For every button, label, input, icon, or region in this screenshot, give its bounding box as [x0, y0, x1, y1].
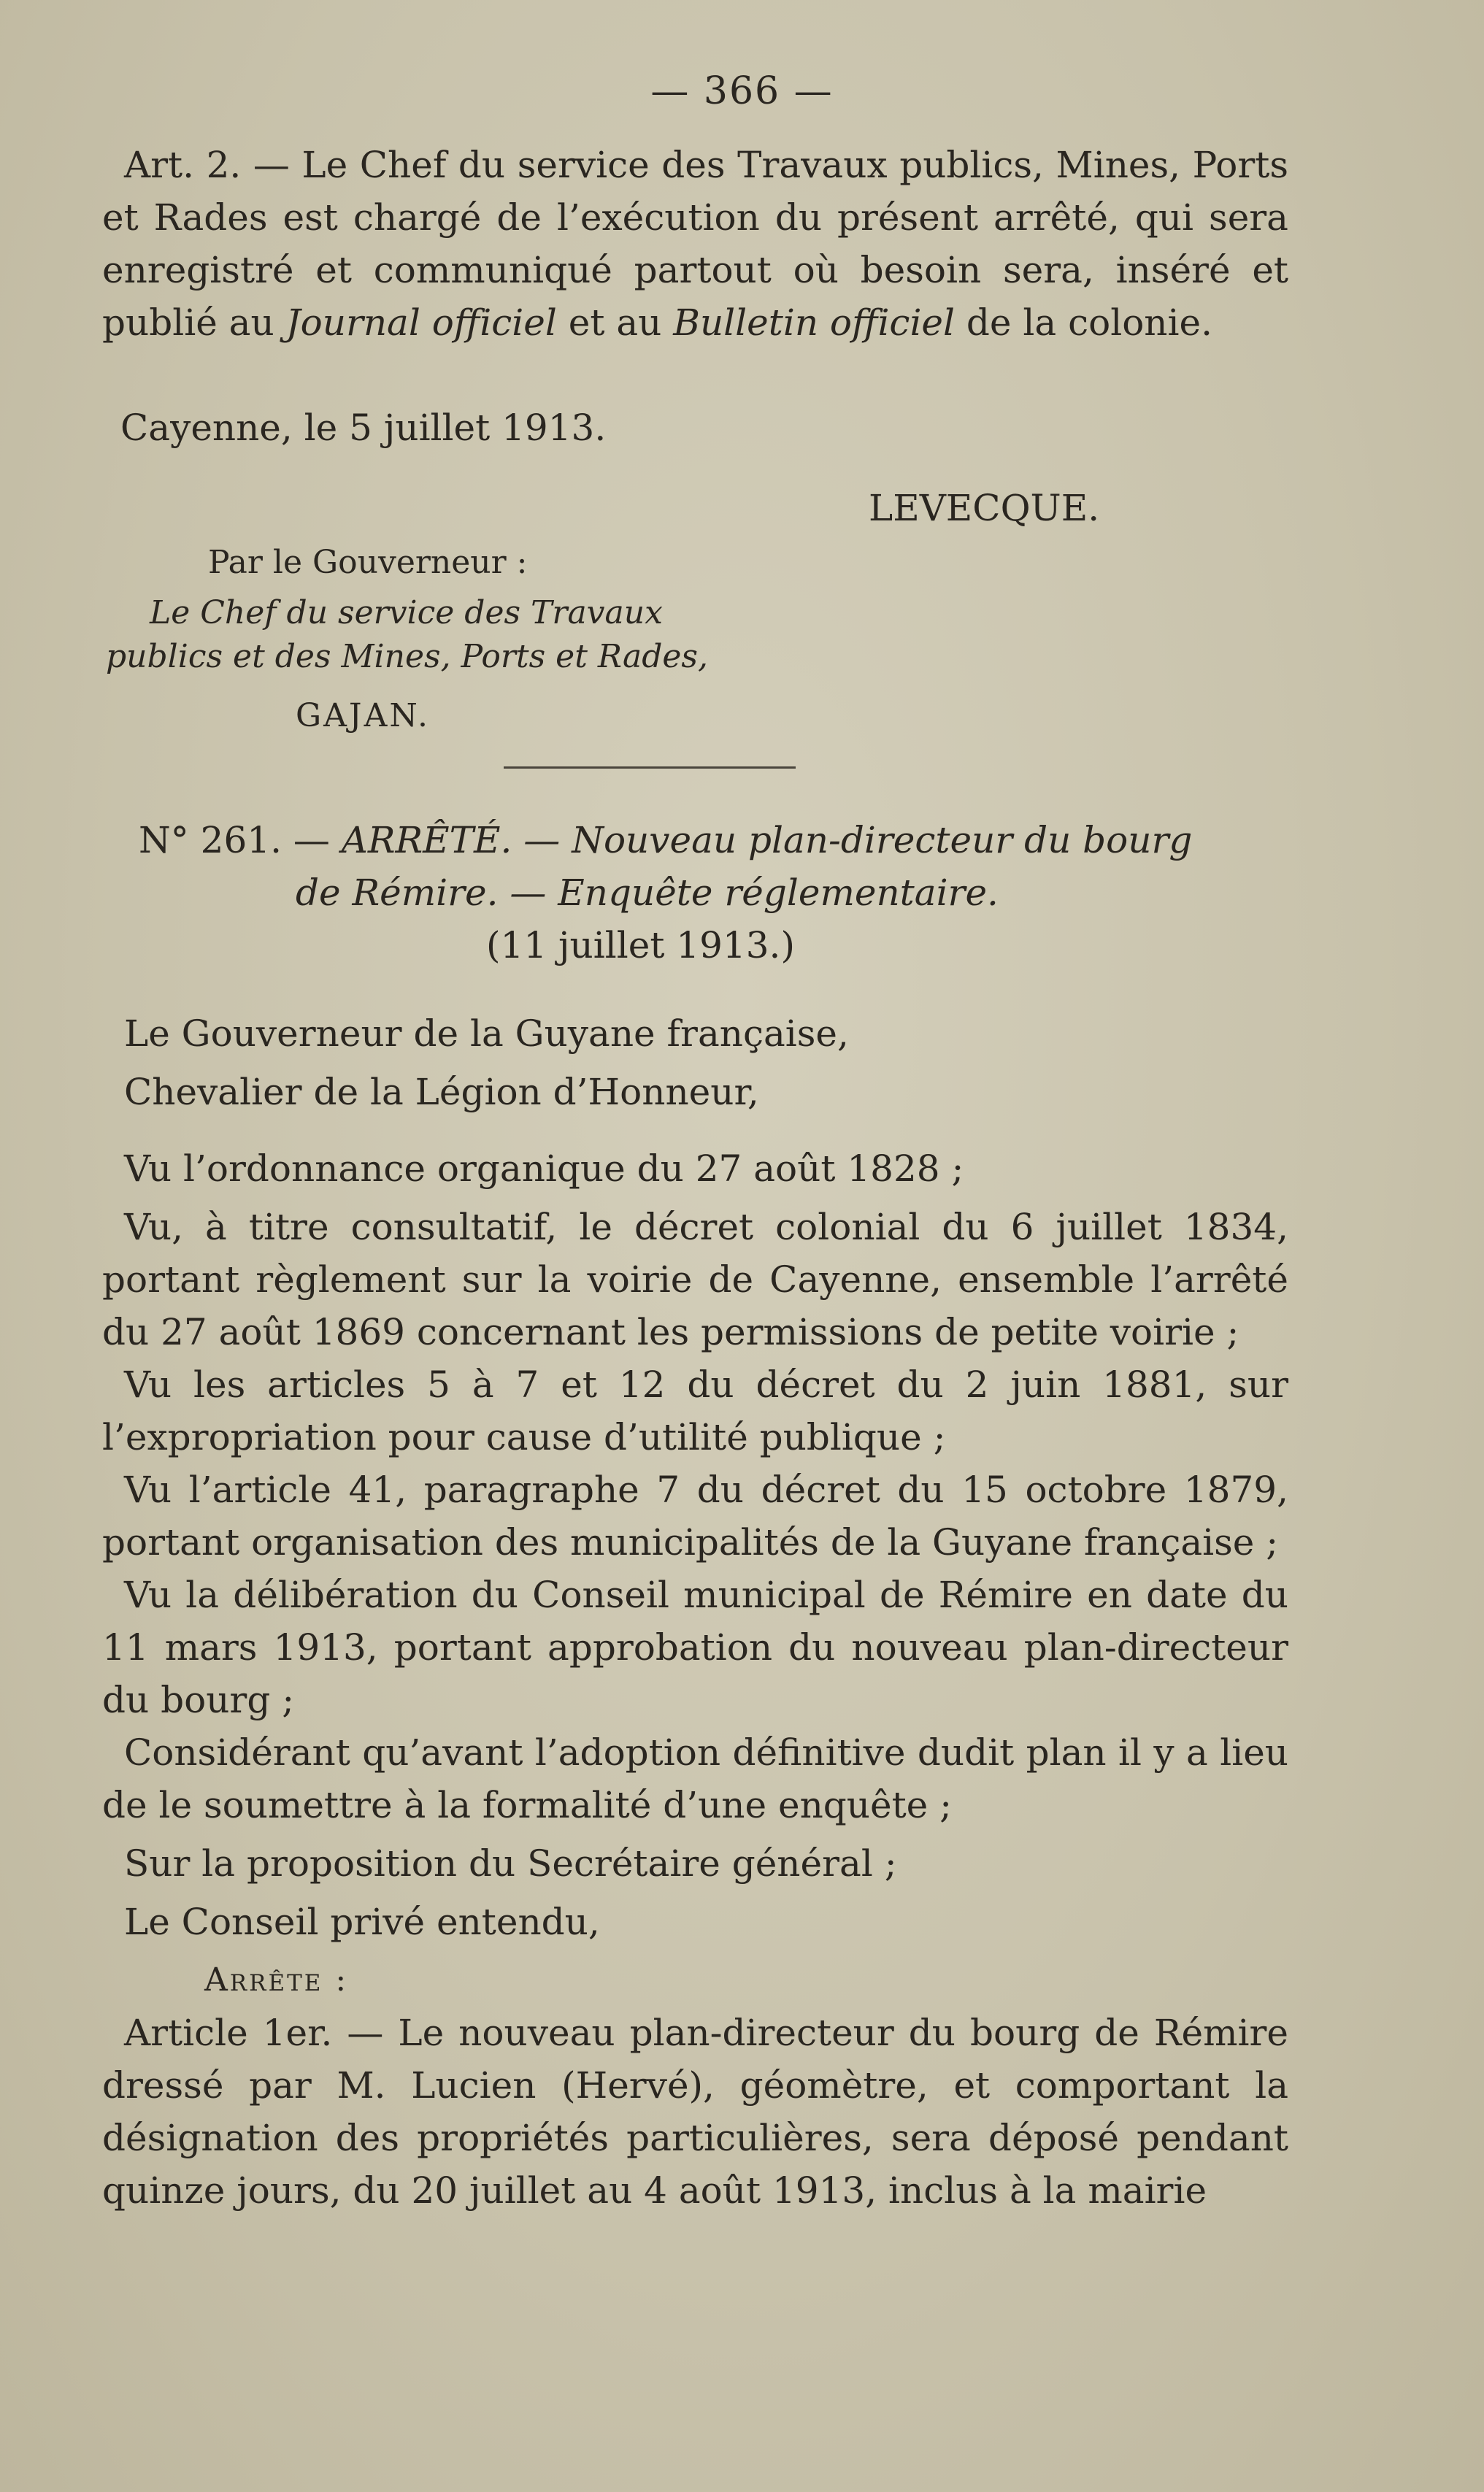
journal-officiel-ref: Journal officiel	[285, 301, 557, 344]
signature-governor: LEVECQUE.	[869, 487, 1100, 529]
decree-title-line-1: N° 261. — ARRÊTÉ. — Nouveau plan-directeur du bourg	[139, 819, 1193, 861]
signature-chef: GAJAN.	[296, 697, 431, 734]
preamble	[102, 1007, 1288, 1124]
par-gouverneur: Par le Gouverneur :	[208, 544, 528, 581]
decree-title-line-2: de Rémire. — Enquête réglementaire.	[296, 872, 999, 914]
considerant-item: Vu l’article 41, paragraphe 7 du décret du 15 octobre 1879, portant organisation des municipalités de la Guyane française ;	[102, 1469, 1288, 1564]
considerants	[102, 1142, 1288, 2217]
chef-service-block	[106, 591, 1336, 679]
considerant-item: Le Conseil privé entendu,	[124, 1901, 600, 1943]
arrete-label: Arrête :	[204, 1961, 349, 1999]
considerant-item: Vu la délibération du Conseil municipal de Rémire en date du 11 mars 1913, portant approbation du nouveau plan-directeur du bourg ;	[102, 1574, 1288, 1721]
considerant-item: Vu les articles 5 à 7 et 12 du décret du 2 juin 1881, sur l’expropriation pour cause d’utilité publique ;	[102, 1364, 1288, 1458]
decree-number: N° 261. —	[139, 819, 342, 861]
chef-service-line-1: Le Chef du service des Travaux	[150, 594, 663, 631]
page-number: — 366 —	[650, 69, 834, 113]
gouverneur-line: Le Gouverneur de la Guyane française,	[124, 1012, 849, 1055]
considerant-item: Sur la proposition du Secrétaire général ;	[124, 1842, 897, 1885]
considerant-item: Vu l’ordonnance organique du 27 août 1828 ;	[124, 1147, 964, 1190]
section-divider	[504, 766, 796, 769]
chef-service-line-2: publics et des Mines, Ports et Rades,	[106, 638, 708, 675]
bulletin-officiel-ref: Bulletin officiel	[673, 301, 956, 344]
chevalier-line: Chevalier de la Légion d’Honneur,	[124, 1071, 759, 1113]
decree-date: (11 juillet 1913.)	[486, 924, 795, 966]
decree-header	[139, 814, 1288, 972]
date-line: Cayenne, le 5 juillet 1913.	[120, 407, 607, 449]
decree-type: ARRÊTÉ	[341, 819, 501, 861]
article-2-block	[102, 139, 1288, 349]
article-1-text: Article 1er. — Le nouveau plan-directeur du bourg de Rémire dressé par M. Lucien (Hervé), géomètre, et comportant la désignation des propriétés particulières, sera déposé pendant quinze jours, du 20 juillet au 4 août 1913, inclus à la mairie	[102, 2012, 1288, 2212]
considerant-item: Considérant qu’avant l’adoption définitive dudit plan il y a lieu de le soumettre à la formalité d’une enquête ;	[102, 1731, 1288, 1826]
considerant-item: Vu, à titre consultatif, le décret colonial du 6 juillet 1834, portant règlement sur la voirie de Cayenne, ensemble l’arrêté du 27 août 1869 concernant les permissions de petite voirie ;	[102, 1206, 1288, 1353]
article-2-text: Art. 2. — Le Chef du service des Travaux publics, Mines, Ports et Rades est chargé de l’exécution du présent arrêté, qui sera enregistré et communiqué partout où besoin sera, inséré et publié au Journal officiel et au Bulletin officiel de la colonie.	[102, 144, 1288, 344]
